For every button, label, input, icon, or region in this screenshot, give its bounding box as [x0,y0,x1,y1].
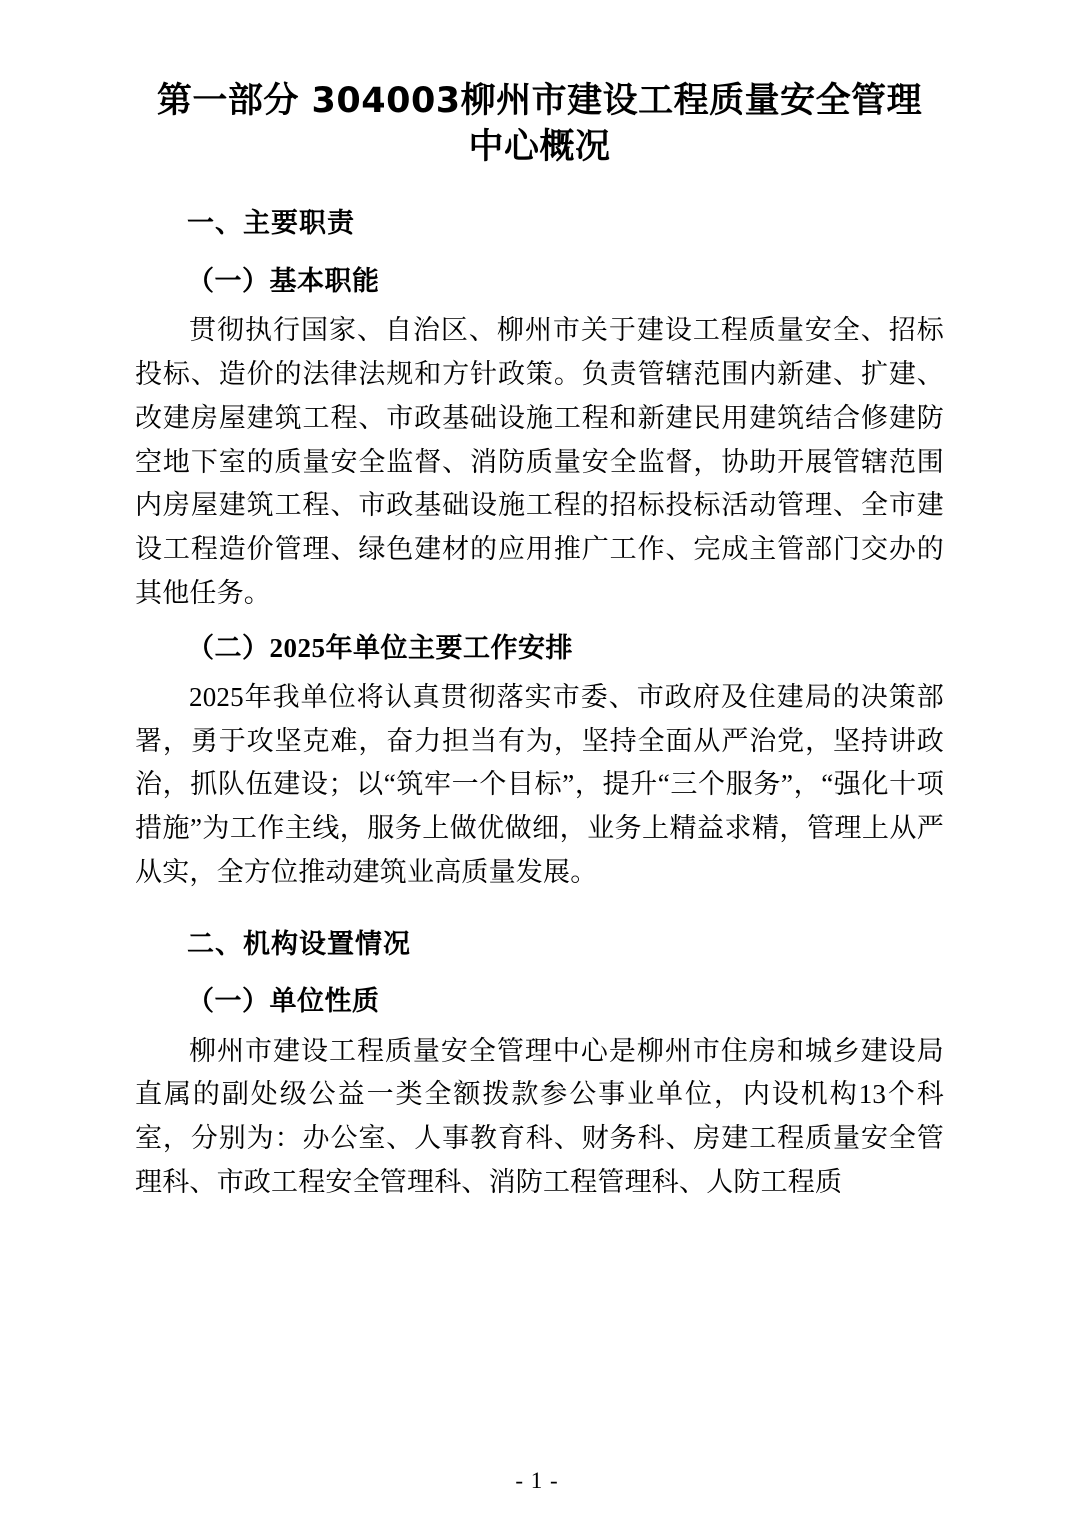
subsection-heading-2-1: （一）单位性质 [187,986,380,1017]
page-title: 第一部分 304003柳州市建设工程质量安全管理中心概况 [156,81,923,168]
page-number: - 1 - [515,1468,559,1493]
section-heading-2: 二、机构设置情况 [187,928,411,960]
section-heading-1: 一、主要职责 [187,208,355,240]
subsection-heading-1-1: （一）基本职能 [187,265,380,296]
paragraph-2-1-1: 柳州市建设工程质量安全管理中心是柳州市住房和城乡建设局直属的副处级公益一类全额拨款参公事业单位，内设机构13个科室，分别为：办公室、人事教育科、财务科、房建工程质量安全管理科、市政工程安全管理科、消防工程管理科、人防工程质 [135,1035,944,1197]
subsection-heading-1-2: （二）2025年单位主要工作安排 [187,632,573,663]
paragraph-1-2-1: 2025年我单位将认真贯彻落实市委、市政府及住建局的决策部署，勇于攻坚克难，奋力担当有为，坚持全面从严治党，坚持讲政治，抓队伍建设；以“筑牢一个目标”，提升“三个服务”，“强化十项措施”为工作主线，服务上做优做细，业务上精益求精，管理上从严从实，全方位推动建筑业高质量发展。 [135,682,944,887]
paragraph-1-1-1: 贯彻执行国家、自治区、柳州市关于建设工程质量安全、招标投标、造价的法律法规和方针政策。负责管辖范围内新建、扩建、改建房屋建筑工程、市政基础设施工程和新建民用建筑结合修建防空地下室的质量安全监督、消防质量安全监督，协助开展管辖范围内房屋建筑工程、市政基础设施工程的招标投标活动管理、全市建设工程造价管理、绿色建材的应用推广工作、完成主管部门交办的其他任务。 [135,315,944,608]
